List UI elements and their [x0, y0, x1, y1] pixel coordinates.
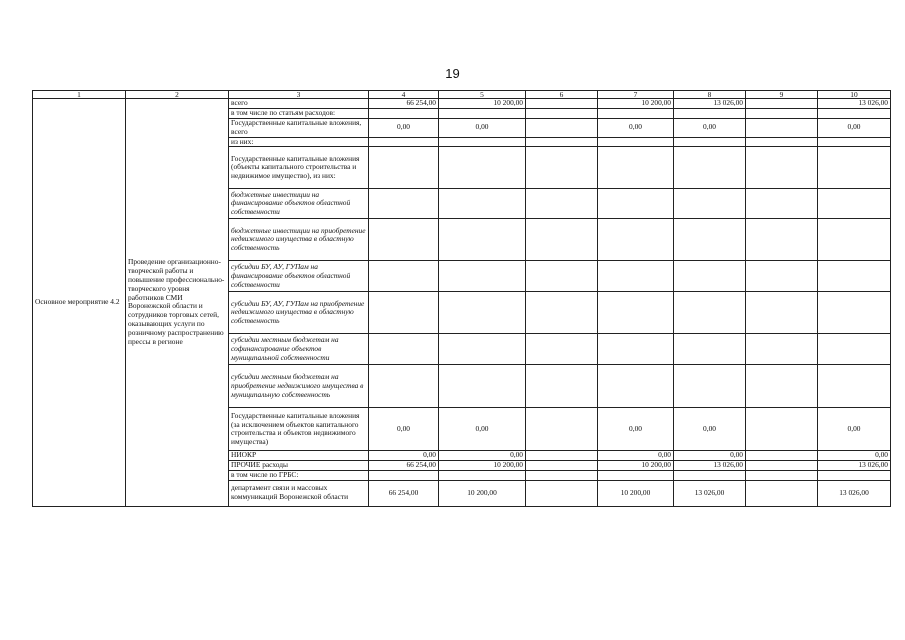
value-cell-v7 — [598, 365, 674, 408]
column-header-5: 5 — [439, 91, 526, 99]
value-cell-v4: 0,00 — [369, 451, 439, 461]
value-cell-v7: 10 200,00 — [598, 480, 674, 506]
value-cell-v6 — [526, 461, 598, 471]
value-cell-v9 — [746, 470, 818, 480]
value-cell-v9 — [746, 261, 818, 292]
value-cell-v8: 13 026,00 — [674, 99, 746, 109]
value-cell-v5: 0,00 — [439, 408, 526, 451]
value-cell-v9 — [746, 99, 818, 109]
value-cell-v8 — [674, 219, 746, 261]
value-cell-v8: 0,00 — [674, 408, 746, 451]
value-cell-v6 — [526, 219, 598, 261]
value-cell-v6 — [526, 147, 598, 189]
value-cell-v7 — [598, 147, 674, 189]
value-cell-v10 — [818, 219, 891, 261]
value-cell-v9 — [746, 461, 818, 471]
value-cell-v9 — [746, 292, 818, 334]
expense-label: Государственные капитальные вложения, всего — [229, 118, 369, 137]
value-cell-v7: 0,00 — [598, 118, 674, 137]
value-cell-v6 — [526, 334, 598, 365]
expense-label: Государственные капитальные вложения (объекты капитального строительства и недвижимое имущество), из них: — [229, 147, 369, 189]
value-cell-v5 — [439, 219, 526, 261]
value-cell-v10: 0,00 — [818, 451, 891, 461]
header-row — [33, 91, 891, 99]
value-cell-v5 — [439, 108, 526, 118]
value-cell-v10 — [818, 189, 891, 219]
value-cell-v7: 0,00 — [598, 408, 674, 451]
value-cell-v9 — [746, 147, 818, 189]
expense-label: ПРОЧИЕ расходы — [229, 461, 369, 471]
expense-label: департамент связи и массовых коммуникаций Воронежской области — [229, 480, 369, 506]
value-cell-v4 — [369, 108, 439, 118]
column-header-3: 3 — [229, 91, 369, 99]
value-cell-v4: 0,00 — [369, 408, 439, 451]
value-cell-v6 — [526, 189, 598, 219]
value-cell-v9 — [746, 108, 818, 118]
column-header-6: 6 — [526, 91, 598, 99]
expense-label: бюджетные инвестиции на финансирование объектов областной собственности — [229, 189, 369, 219]
expense-label: из них: — [229, 137, 369, 147]
value-cell-v6 — [526, 137, 598, 147]
value-cell-v10 — [818, 108, 891, 118]
value-cell-v4 — [369, 137, 439, 147]
value-cell-v7: 10 200,00 — [598, 99, 674, 109]
value-cell-v7 — [598, 334, 674, 365]
value-cell-v4: 66 254,00 — [369, 461, 439, 471]
value-cell-v8 — [674, 137, 746, 147]
value-cell-v9 — [746, 365, 818, 408]
value-cell-v4 — [369, 261, 439, 292]
page-number: 19 — [445, 66, 460, 81]
value-cell-v7 — [598, 108, 674, 118]
value-cell-v6 — [526, 365, 598, 408]
value-cell-v7 — [598, 137, 674, 147]
expense-label: бюджетные инвестиции на приобретение недвижимого имущества в областную собственность — [229, 219, 369, 261]
value-cell-v10: 13 026,00 — [818, 480, 891, 506]
value-cell-v8 — [674, 470, 746, 480]
value-cell-v6 — [526, 261, 598, 292]
value-cell-v5: 10 200,00 — [439, 461, 526, 471]
column-header-7: 7 — [598, 91, 674, 99]
value-cell-v10 — [818, 137, 891, 147]
value-cell-v9 — [746, 334, 818, 365]
value-cell-v4 — [369, 334, 439, 365]
table-row — [33, 99, 891, 109]
value-cell-v4 — [369, 219, 439, 261]
value-cell-v4 — [369, 292, 439, 334]
value-cell-v4: 66 254,00 — [369, 99, 439, 109]
value-cell-v6 — [526, 99, 598, 109]
value-cell-v10 — [818, 292, 891, 334]
value-cell-v10: 13 026,00 — [818, 461, 891, 471]
expense-label: в том числе по статьям расходов: — [229, 108, 369, 118]
value-cell-v9 — [746, 480, 818, 506]
value-cell-v4: 0,00 — [369, 118, 439, 137]
value-cell-v10 — [818, 261, 891, 292]
value-cell-v5 — [439, 137, 526, 147]
value-cell-v4 — [369, 470, 439, 480]
value-cell-v6 — [526, 118, 598, 137]
value-cell-v8: 13 026,00 — [674, 461, 746, 471]
value-cell-v10 — [818, 147, 891, 189]
measure-description-cell: Проведение организационно-творческой работы и повышение профессионально-творческого уровня работников СМИ Воронежской области и сотрудников торговых сетей, оказывающих услуги по розничному распространению прессы в регионе — [126, 99, 229, 507]
value-cell-v5: 0,00 — [439, 118, 526, 137]
value-cell-v5 — [439, 334, 526, 365]
value-cell-v8 — [674, 334, 746, 365]
value-cell-v8: 0,00 — [674, 451, 746, 461]
value-cell-v8 — [674, 189, 746, 219]
value-cell-v5: 0,00 — [439, 451, 526, 461]
measure-code-cell: Основное мероприятие 4.2 — [33, 99, 126, 507]
expense-label: субсидии местным бюджетам на софинансирование объектов муниципальной собственности — [229, 334, 369, 365]
value-cell-v8 — [674, 108, 746, 118]
value-cell-v10: 0,00 — [818, 118, 891, 137]
value-cell-v10 — [818, 365, 891, 408]
value-cell-v5 — [439, 189, 526, 219]
expense-label: субсидии БУ, АУ, ГУПам на приобретение недвижимого имущества в областную собственность — [229, 292, 369, 334]
value-cell-v7 — [598, 219, 674, 261]
value-cell-v6 — [526, 292, 598, 334]
value-cell-v10: 0,00 — [818, 408, 891, 451]
expense-label: НИОКР — [229, 451, 369, 461]
value-cell-v8 — [674, 261, 746, 292]
value-cell-v9 — [746, 137, 818, 147]
value-cell-v7 — [598, 189, 674, 219]
value-cell-v6 — [526, 480, 598, 506]
value-cell-v9 — [746, 451, 818, 461]
value-cell-v8: 13 026,00 — [674, 480, 746, 506]
column-header-9: 9 — [746, 91, 818, 99]
value-cell-v4: 66 254,00 — [369, 480, 439, 506]
value-cell-v5 — [439, 470, 526, 480]
value-cell-v8 — [674, 147, 746, 189]
column-header-4: 4 — [369, 91, 439, 99]
budget-table — [32, 90, 891, 507]
value-cell-v7: 0,00 — [598, 451, 674, 461]
value-cell-v9 — [746, 118, 818, 137]
value-cell-v8 — [674, 365, 746, 408]
expense-label: всего — [229, 99, 369, 109]
value-cell-v5: 10 200,00 — [439, 480, 526, 506]
value-cell-v8: 0,00 — [674, 118, 746, 137]
value-cell-v6 — [526, 408, 598, 451]
value-cell-v7: 10 200,00 — [598, 461, 674, 471]
value-cell-v8 — [674, 292, 746, 334]
value-cell-v10: 13 026,00 — [818, 99, 891, 109]
value-cell-v6 — [526, 451, 598, 461]
column-header-2: 2 — [126, 91, 229, 99]
value-cell-v5 — [439, 365, 526, 408]
column-header-10: 10 — [818, 91, 891, 99]
value-cell-v5 — [439, 261, 526, 292]
value-cell-v9 — [746, 408, 818, 451]
expense-label: субсидии БУ, АУ, ГУПам на финансирование объектов областной собственности — [229, 261, 369, 292]
value-cell-v7 — [598, 261, 674, 292]
value-cell-v5 — [439, 292, 526, 334]
value-cell-v10 — [818, 334, 891, 365]
expense-label: Государственные капитальные вложения (за исключением объектов капитального строительства и объектов недвижимого имущества) — [229, 408, 369, 451]
value-cell-v7 — [598, 470, 674, 480]
value-cell-v7 — [598, 292, 674, 334]
value-cell-v6 — [526, 470, 598, 480]
value-cell-v9 — [746, 189, 818, 219]
expense-label: в том числе по ГРБС: — [229, 470, 369, 480]
expense-label: субсидии местным бюджетам на приобретение недвижимого имущества в муниципальную собственность — [229, 365, 369, 408]
column-header-8: 8 — [674, 91, 746, 99]
value-cell-v10 — [818, 470, 891, 480]
value-cell-v9 — [746, 219, 818, 261]
value-cell-v5: 10 200,00 — [439, 99, 526, 109]
value-cell-v4 — [369, 189, 439, 219]
value-cell-v6 — [526, 108, 598, 118]
value-cell-v4 — [369, 147, 439, 189]
column-header-1: 1 — [33, 91, 126, 99]
value-cell-v4 — [369, 365, 439, 408]
value-cell-v5 — [439, 147, 526, 189]
